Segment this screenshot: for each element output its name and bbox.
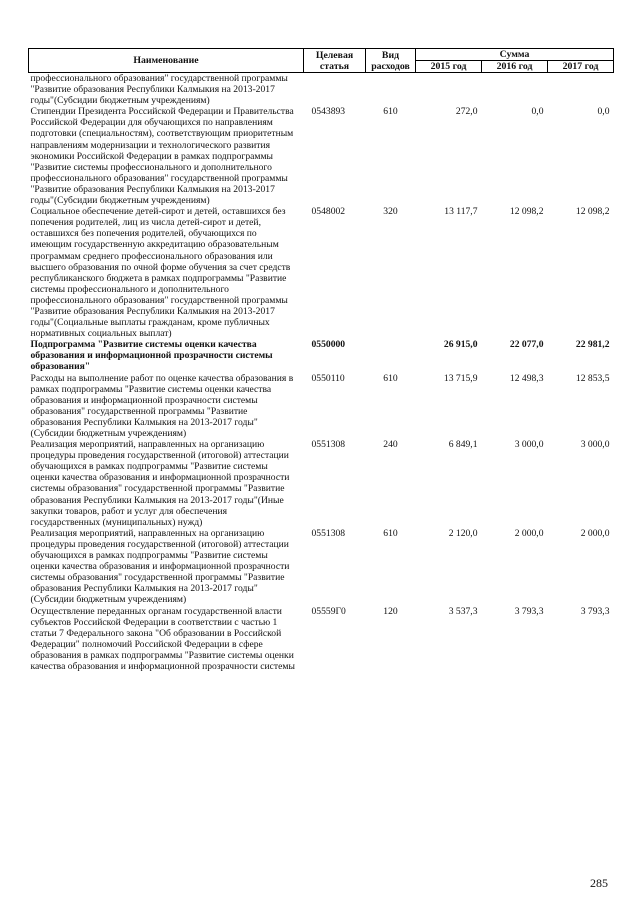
row-value-2017: 0,0 [597, 106, 610, 118]
table-row [29, 73, 614, 107]
table-row [29, 528, 614, 606]
page-number: 285 [590, 876, 608, 890]
column-header-sum: Сумма [416, 49, 614, 61]
row-value-2017: 12 853,5 [575, 372, 610, 384]
row-value-2017 [548, 73, 614, 107]
row-name: Расходы на выполнение работ по оценке качества образования в рамках подпрограммы "Развитие системы оценки качества образования и информационной прозрачности системы образования" государственной программы "Развитие образования Республики Калмыкия на 2013-2017 годы"(Субсидии бюджетным учреждениям) [30, 372, 294, 439]
row-value-2016: 3 000,0 [514, 439, 544, 451]
row-value-2015: 272,0 [455, 106, 478, 118]
row-value-2017: 22 981,2 [575, 339, 610, 351]
column-header-type: Вид расходов [366, 49, 416, 73]
budget-table [28, 48, 614, 672]
row-name: Социальное обеспечение детей-сирот и детей, оставшихся без попечения родителей, лиц из числа детей-сирот и детей, оставшихся без попечения родителей, обучающихся по имеющим государственную аккредитацию образовательным программам среднего профессионального образования или высшего образования по очной форме обучения за счет средств республиканского бюджета в рамках подпрограммы "Развитие системы профессионального и дополнительного профессионального образования" государственной программы "Развитие образования Республики Калмыкия на 2013-2017 годы"(Социальные выплаты гражданам, кроме публичных нормативных социальных выплат) [30, 206, 291, 340]
row-expense-type: 610 [383, 527, 398, 539]
row-value-2015: 2 120,0 [448, 527, 478, 539]
row-target-code: 0543893 [311, 106, 346, 118]
row-target-code: 0548002 [311, 206, 346, 218]
row-name: Реализация мероприятий, направленных на организацию процедуры проведения государственной (итоговой) аттестации обучающихся в рамках подпрограммы "Развитие системы оценки качества образования и информационной прозрачности системы образования" государственной программы "Развитие образования Республики Калмыкия на 2013-2017 годы"(Субсидии бюджетным учреждениям) [30, 527, 290, 606]
table-row [29, 339, 614, 372]
row-value-2015 [416, 73, 482, 107]
row-expense-type [366, 73, 416, 107]
row-value-2016: 22 077,0 [509, 339, 544, 351]
row-value-2016: 0,0 [531, 106, 544, 118]
row-value-2017: 3 793,3 [580, 605, 610, 617]
row-name: Реализация мероприятий, направленных на организацию процедуры проведения государственной (итоговой) аттестации обучающихся в рамках подпрограммы "Развитие системы оценки качества образования и информационной прозрачности системы образования" государственной программы "Развитие образования Республики Калмыкия на 2013-2017 годы"(Иные закупки товаров, работ и услуг для обеспечения государственных (муниципальных) нужд) [30, 439, 290, 528]
table-row [29, 439, 614, 528]
row-expense-type: 320 [383, 206, 398, 218]
row-expense-type: 610 [383, 372, 398, 384]
column-header-name: Наименование [29, 49, 304, 73]
row-value-2017: 12 098,2 [575, 206, 610, 218]
row-target-code [304, 73, 366, 107]
row-value-2016: 12 498,3 [509, 372, 544, 384]
row-name: Осуществление переданных органам государственной власти субъектов Российской Федерации в соответствии с частью 1 статьи 7 Федерального закона "Об образовании в Российской Федерации" полномочий Российской Федерации в сфере образования в рамках подпрограммы "Развитие системы оценки качества образования и информационной прозрачности системы [30, 605, 295, 672]
row-target-code: 0550110 [311, 372, 345, 384]
column-header-2017: 2017 год [548, 61, 614, 73]
row-value-2015: 13 117,7 [444, 206, 478, 218]
row-value-2015: 3 537,3 [448, 605, 478, 617]
table-row [29, 106, 614, 206]
row-value-2015: 13 715,9 [443, 372, 478, 384]
row-value-2016: 12 098,2 [509, 206, 544, 218]
row-target-code: 0550000 [311, 339, 346, 351]
row-value-2016: 3 793,3 [514, 605, 544, 617]
table-header [29, 49, 614, 73]
row-expense-type: 120 [383, 605, 398, 617]
table-body [29, 73, 614, 673]
row-value-2017: 3 000,0 [580, 439, 610, 451]
column-header-2015: 2015 год [416, 61, 482, 73]
row-expense-type [366, 339, 416, 372]
row-value-2016 [482, 73, 548, 107]
row-value-2017: 2 000,0 [580, 527, 610, 539]
row-target-code: 0551308 [311, 439, 346, 451]
row-value-2015: 6 849,1 [448, 439, 478, 451]
table-row [29, 606, 614, 673]
column-header-2016: 2016 год [482, 61, 548, 73]
row-target-code: 05559Г0 [311, 605, 346, 617]
column-header-code: Целевая статья [304, 49, 366, 73]
row-expense-type: 610 [383, 106, 398, 118]
table-row [29, 206, 614, 339]
row-value-2015: 26 915,0 [443, 339, 478, 351]
row-name: Подпрограмма "Развитие системы оценки качества образования и информационной прозрачности системы образования" [30, 339, 273, 373]
row-name: Стипендии Президента Российской Федерации и Правительства Российской Федерации для обучающихся по направлениям подготовки (специальностям), соответствующим приоритетным направлениям модернизации и технологического развития экономики Российской Федерации в рамках подпрограммы "Развитие системы профессионального и дополнительного профессионального образования" государственной программы "Развитие образования Республики Калмыкия на 2013-2017 годы"(Субсидии бюджетным учреждениям) [30, 106, 294, 207]
row-name: профессионального образования" государственной программы "Развитие образования Республики Калмыкия на 2013-2017 годы"(Субсидии бюджетным учреждениям) [30, 73, 288, 107]
table-row [29, 373, 614, 440]
row-value-2016: 2 000,0 [514, 527, 544, 539]
row-expense-type: 240 [383, 439, 398, 451]
row-target-code: 0551308 [311, 527, 346, 539]
